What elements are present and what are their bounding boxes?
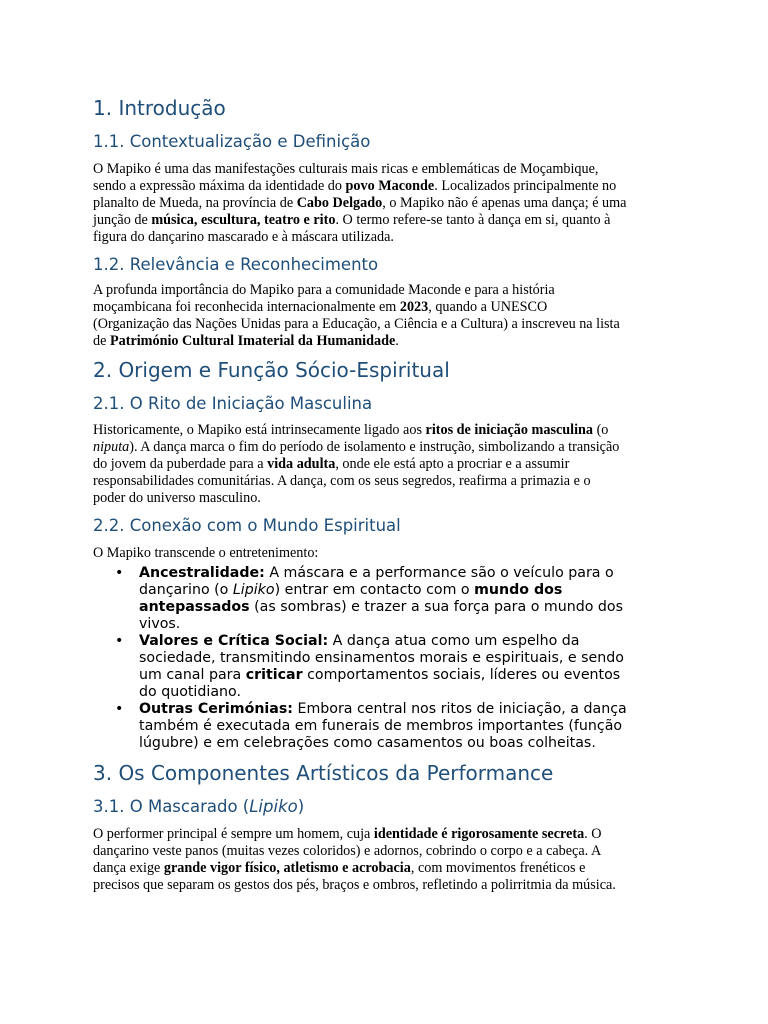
bold-text: Património Cultural Imaterial da Humanidade [109,333,396,349]
bold-text: criticar [245,667,303,683]
section-1-2-heading: 1.2. Relevância e Reconhecimento [93,255,379,274]
text-run: (o [593,422,609,438]
section-3-heading: 3. Os Componentes Artísticos da Performance [93,761,554,785]
text-run: . Localizados principalmente no [434,178,617,194]
bullet-icon: • [115,633,124,649]
text-line [93,877,693,894]
text-run: . [395,333,399,349]
bold-text: antepassados [139,599,250,615]
text-run: vivos. [139,616,181,632]
bold-text: música, escultura, teatro e rito [151,212,336,228]
section-1-2-paragraph [93,282,693,350]
text-line [139,718,693,735]
section-1-heading: 1. Introdução [93,96,226,120]
text-run: Embora central nos ritos de iniciação, a dança [292,701,627,717]
text-run: (as sombras) e trazer a sua força para o mundo dos [249,599,623,615]
text-line [93,456,693,473]
text-run: sendo a expressão máxima da identidade do [93,178,346,194]
text-line [139,650,693,667]
text-run: lúgubre) e em celebrações como casamentos ou boas colheitas. [139,735,596,751]
text-run: , com movimentos frenéticos e [410,860,586,876]
text-line [139,565,693,582]
bold-text: Cabo Delgado [296,195,383,211]
text-line [93,178,693,195]
text-run: Historicamente, o Mapiko está intrinsecamente ligado aos [93,422,426,438]
text-line [93,843,693,860]
text-run: comportamentos sociais, líderes ou eventos [302,667,621,683]
section-2-1-paragraph [93,422,693,507]
text-run: , o Mapiko não é apenas uma dança; é uma [382,195,627,211]
italic-text: niputa [93,439,130,455]
text-line [139,633,693,650]
text-run: O Mapiko é uma das manifestações culturais mais ricas e emblemáticas de Moçambique, [93,161,599,177]
text-line [93,316,693,333]
section-3-1-paragraph [93,826,693,894]
text-run: , onde ele está apto a procriar e a assumir [335,456,570,472]
bold-text: povo Maconde [345,178,435,194]
text-run: do jovem da puberdade para a [93,456,268,472]
text-line [93,860,693,877]
text-line [93,422,693,439]
text-line [93,299,693,316]
text-line [139,616,693,633]
text-run: um canal para [139,667,246,683]
list-item [93,633,693,701]
spiritual-connection-list [93,565,693,752]
italic-text: Lipiko [249,797,298,816]
text-run: figura do dançarino mascarado e à máscara utilizada. [93,229,394,245]
text-line [93,490,693,507]
text-run: moçambicana foi reconhecida internacionalmente em [93,299,400,315]
text-line [139,701,693,718]
text-run: dançarino (o [139,582,233,598]
text-line [139,667,693,684]
text-run: planalto de Mueda, na província de [93,195,297,211]
bold-text: mundo dos [474,582,563,598]
bold-text: Ancestralidade: [139,565,265,581]
text-line [93,229,693,246]
text-run: precisos que separam os gestos dos pés, braços e ombros, refletindo a polirritmia da música. [93,877,616,893]
text-line [139,735,693,752]
section-1-1-paragraph [93,161,693,246]
section-3-1-heading [93,797,304,816]
text-run: O performer principal é sempre um homem, cuja [93,826,374,842]
text-line [93,212,693,229]
text-run: ). A dança marca o fim do período de isolamento e instrução, simbolizando a transição [129,439,620,455]
text-line [93,333,693,350]
bold-text: Valores e Crítica Social: [139,633,329,649]
text-line [93,282,693,299]
text-run: A profunda importância do Mapiko para a comunidade Maconde e para a história [93,282,555,298]
text-line [93,826,693,843]
text-line [93,473,693,490]
list-item [93,701,693,752]
text-run: do quotidiano. [139,684,241,700]
text-run: dança exige [93,860,164,876]
text-line [93,161,693,178]
section-1-1-heading: 1.1. Contextualização e Definição [93,132,371,151]
section-2-heading: 2. Origem e Função Sócio-Espiritual [93,358,450,382]
text-run: também é executada em funerais de membros importantes (função [139,718,623,734]
text-run: ) entrar em contacto com o [274,582,475,598]
bold-text: grande vigor físico, atletismo e acrobacia [163,860,411,876]
bullet-icon: • [115,701,124,717]
text-run: responsabilidades comunitárias. A dança, com os seus segredos, reafirma a primazia e o [93,473,591,489]
text-run: . O [584,826,602,842]
bold-text: Outras Cerimónias: [139,701,293,717]
text-run: junção de [93,212,152,228]
text-run: 3.1. O Mascarado ( [93,797,250,816]
text-line [93,439,693,456]
text-run: dançarino veste panos (muitas vezes coloridos) e adornos, cobrindo o corpo e a cabeça. A [93,843,602,859]
italic-text: Lipiko [232,582,275,598]
text-run: (Organização das Nações Unidas para a Educação, a Ciência e a Cultura) a inscreveu na lista [93,316,620,332]
text-run: ) [297,797,305,816]
bold-text: identidade é rigorosamente secreta [373,826,585,842]
text-line [139,582,693,599]
text-run: poder do universo masculino. [93,490,261,506]
section-2-2-heading: 2.2. Conexão com o Mundo Espiritual [93,516,401,535]
text-run: A máscara e a performance são o veículo para o [264,565,614,581]
section-2-1-heading: 2.1. O Rito de Iniciação Masculina [93,394,373,413]
bold-text: vida adulta [267,456,336,472]
section-2-2-intro: O Mapiko transcende o entretenimento: [93,545,319,561]
text-run: sociedade, transmitindo ensinamentos morais e espirituais, e sendo [139,650,624,666]
text-run: , quando a UNESCO [428,299,548,315]
text-run: de [93,333,110,349]
text-line [139,684,693,701]
bold-text: ritos de iniciação masculina [425,422,594,438]
text-line [139,599,693,616]
bold-text: 2023 [399,299,429,315]
text-run: . O termo refere-se tanto à dança em si, quanto à [335,212,611,228]
text-line [93,195,693,212]
list-item [93,565,693,633]
text-run: A dança atua como um espelho da [328,633,580,649]
bullet-icon: • [115,565,124,581]
